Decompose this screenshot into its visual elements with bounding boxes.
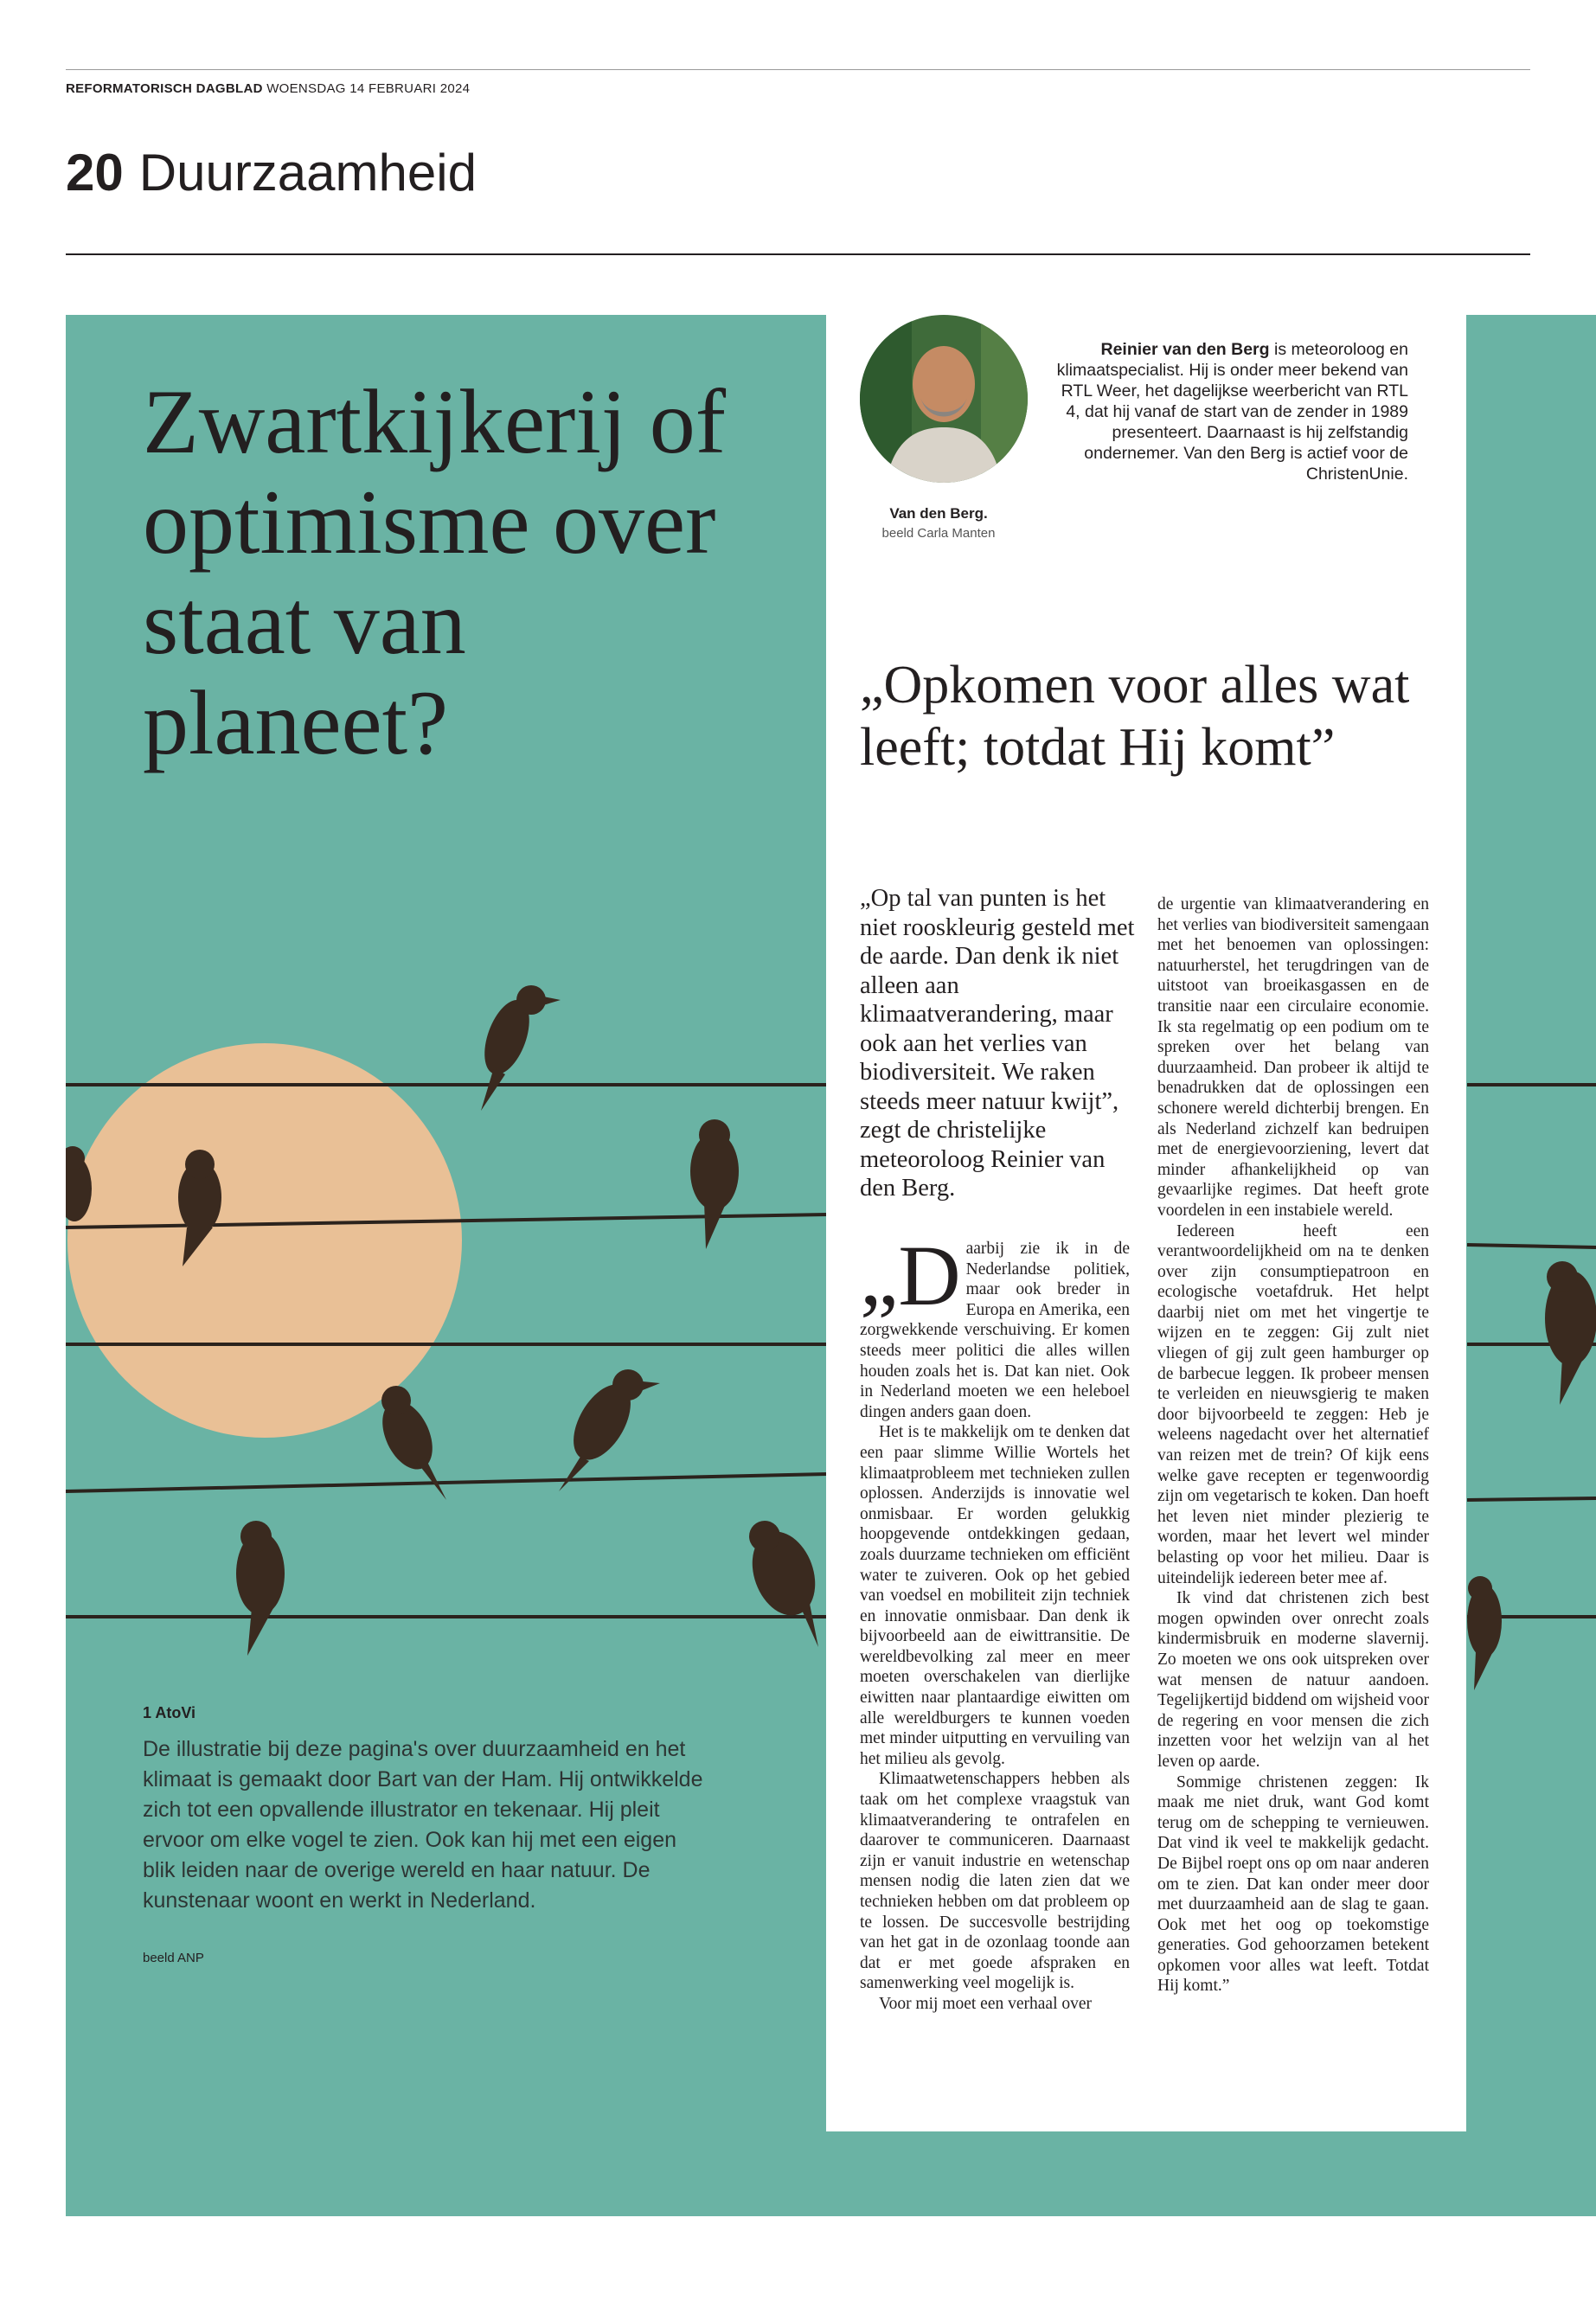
article-paragraph: Sommige christenen zeggen: Ik maak me niet druk, want God komt terug om de schepping te vernieuwen. Dat vind ik veel te makkelijk gedacht. De Bijbel roept ons op om naar anderen om te zien. Dat kan onder meer door met duurzaamheid aan de slag te gaan. Ook met het oog op toekomstige generaties. God gehoorzamen betekent opkomen voor alles wat leeft. Totdat Hij komt.” [1157, 1772, 1429, 1996]
bird [236, 1521, 285, 1656]
section-rule [66, 253, 1530, 255]
wire [1467, 1245, 1596, 1247]
portrait-caption-credit: beeld Carla Manten [881, 526, 996, 541]
author-bio [1045, 339, 1408, 484]
wire [66, 1474, 827, 1491]
issue-date: WOENSDAG 14 FEBRUARI 2024 [266, 81, 471, 96]
article-paragraph [860, 1227, 1130, 1422]
caption-credit: beeld ANP [143, 1951, 204, 1965]
article-paragraph: Iedereen heeft een verantwoordelijkheid om na te denken over zijn consumptiepatroon en ecologische voetafdruk. Het helpt daarbij niet om met het vingertje te wijzen en te zeggen: Gij zult niet vliegen of gij zult geen hamburger op de barbecue leggen. Ik probeer mensen te verleiden en nieuwsgierig te maken door bijvoorbeeld te zeggen: Heb je weleens nagedacht over het alternatief van reizen met de trein? Of kijk eens welke gave recepten er tegenwoordig zijn om vegetarisch te koken. Dan hoeft het leven niet minder plezierig te worden, maar het levert wel minder belasting op voor het milieu. Daar is uiteindelijk iedereen beter mee af. [1157, 1221, 1429, 1587]
article-paragraph-text: aarbij zie ik in de Nederlandse politiek, maar ook breder in Europa en Amerika, een zorgwekkende verschuiving. Er komen steeds meer politici die alles willen houden zoals het is. Dat kan niet. Ook in Nederland moeten we een heleboel dingen anders gaan doen. [860, 1240, 1130, 1421]
portrait-caption-name: Van den Berg. [889, 505, 988, 522]
page-number: 20 [66, 144, 124, 202]
author-name: Reinier van den Berg [1100, 340, 1270, 359]
section-title: Duurzaamheid [138, 144, 477, 202]
section-header [66, 143, 477, 202]
paper-name: REFORMATORISCH DAGBLAD [66, 81, 263, 96]
article-paragraph: Voor mij moet een verhaal over [879, 1994, 1093, 2013]
bird [690, 1119, 739, 1249]
bird [741, 1521, 826, 1647]
illustration-caption [143, 1704, 714, 1965]
bird [559, 1369, 660, 1491]
masthead [66, 81, 470, 96]
portrait-caption [839, 505, 1038, 541]
bird [1467, 1576, 1502, 1690]
caption-body: De illustratie bij deze pagina's over duurzaamheid en het klimaat is gemaakt door Bart van der Ham. Hij ontwikkelde zich tot een opvallende illustrator en tekenaar. Hij pleit ervoor om elke vogel te zien. Ook kan hij met een eigen blik leiden naar de overige wereld en haar natuur. De kunstenaar woont en werkt in Nederland. [143, 1737, 703, 1913]
article-column-1 [860, 1227, 1130, 2015]
article-paragraph: de urgentie van klimaatverandering en het verlies van biodiversiteit samengaan met het benoemen van oplossingen: natuurherstel, het terugdringen van de uitstoot van broeikasgassen en de transitie naar een circulaire economie. Ik sta regelmatig op een podium om te spreken over het belang van duurzaamheid. Dan probeer ik altijd te benadrukken dat de oplossingen een schonere wereld dichterbij brengen. En als Nederland zichzelf kan bedruipen met de energievoorziening, levert dat minder afhankelijkheid op van gevaarlijke regimes. Dat heeft grote voordelen in een instabiele wereld. [1157, 895, 1429, 1220]
article-subhead: „Opkomen voor alles wat leeft; totdat Hij komt” [860, 656, 1410, 777]
article-paragraph: Ik vind dat christenen zich best mogen opwinden over onrecht zoals kindermisbruik en moderne slavernij. Zo moeten we ons ook uitspreken over wat mensen de natuur aandoen. Tegelijkertijd biddend om wijsheid voor de regering en voor mensen die zich inzetten voor het welzijn van al het leven op aarde. [1157, 1589, 1429, 1771]
sun-shape [67, 1043, 462, 1438]
wire [1467, 1498, 1596, 1500]
headline: Zwartkijkerij of optimisme over staat van planeet? [143, 371, 727, 773]
author-portrait [860, 315, 1028, 483]
article-intro: „Op tal van punten is het niet rooskleurig gesteld met de aarde. Dan denk ik niet alleen aan klimaatverandering, maar ook aan het verlies van biodiversiteit. We raken steeds meer natuur kwijt”, zegt de christelijke meteoroloog Reinier van den Berg. [860, 885, 1135, 1202]
bird [1545, 1261, 1596, 1405]
portrait-photo [860, 315, 1028, 483]
dropcap: „D [860, 1227, 961, 1324]
author-bio-text: is meteoroloog en klimaatspecialist. Hij is onder meer bekend van RTL Weer, het dagelijkse weerbericht van RTL 4, dat hij vanaf de start van de zender in 1989 presenteert. Daarnaast is hij zelfstandig ondernemer. Van den Berg is actief voor de ChristenUnie. [1056, 340, 1408, 484]
bird [476, 985, 561, 1111]
caption-title: 1 AtoVi [143, 1704, 196, 1721]
article-column-2 [1157, 894, 1429, 1997]
top-rule [66, 69, 1530, 70]
article-paragraph: Het is te makkelijk om te denken dat een paar slimme Willie Wortels het klimaatprobleem met technieken zullen oplossen. Anderzijds is innovatie wel onmisbaar. Er worden gelukkig hoopgevende ontdekkingen gedaan, zoals duurzame technieken om efficiënt water te zuiveren. Ook op het gebied van voedsel en mobiliteit zijn techniek en innovatie onmisbaar. Dan denk ik bijvoorbeeld aan de eiwittransitie. De wereldbevolking zal meer en meer moeten overschakelen van dierlijke eiwitten naar plantaardige eiwitten om alle wereldburgers te kunnen voeden met minder uitputting en vervuiling van het milieu als gevolg. [860, 1423, 1130, 1768]
article-paragraph: Klimaatwetenschappers hebben als taak om het complexe vraagstuk van klimaatverandering te ontrafelen en daarover te communiceren. Daarnaast zijn er vanuit industrie en wetenschap mensen nodig die laten zien dat we technieken hebben om dat probleem op te lossen. De succesvolle bestrijding van het gat in de ozonlaag toonde aan dat er met goede afspraken en samenwerking veel mogelijk is. [860, 1770, 1130, 1993]
